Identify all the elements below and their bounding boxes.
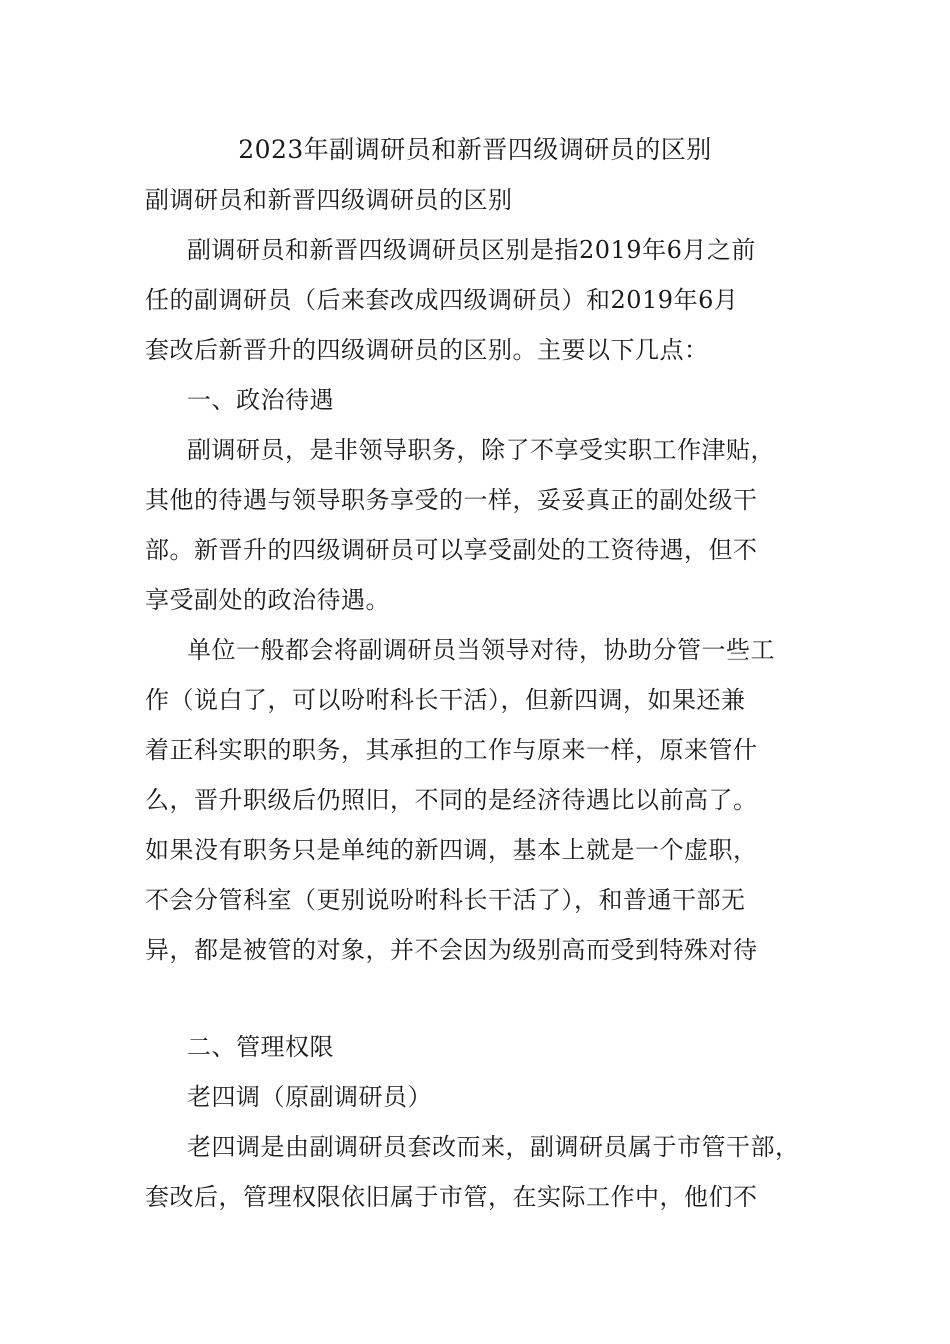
body-line: 享受副处的政治待遇。 <box>145 586 390 614</box>
body-line: 套改后新晋升的四级调研员的区别。主要以下几点： <box>145 336 709 364</box>
body-line: 单位一般都会将副调研员当领导对待，协助分管一些工 <box>187 636 775 664</box>
body-line: 副调研员和新晋四级调研员区别是指2019年6月之前 <box>187 236 756 264</box>
document-title: 2023年副调研员和新晋四级调研员的区别 <box>238 135 712 164</box>
section-heading: 一、政治待遇 <box>187 386 334 414</box>
body-line: 不会分管科室（更别说吩咐科长干活了），和普通干部无 <box>145 886 746 914</box>
body-line: 副调研员，是非领导职务，除了不享受实职工作津贴， <box>187 436 775 464</box>
subheading-old <box>145 1072 810 1122</box>
body-line: 异，都是被管的对象，并不会因为级别高而受到特殊对待 <box>145 936 758 964</box>
subtitle-line: 副调研员和新晋四级调研员的区别 <box>145 186 513 214</box>
body-line: 套改后，管理权限依旧属于市管，在实际工作中，他们不 <box>145 1183 758 1211</box>
body-line: 其他的待遇与领导职务享受的一样，妥妥真正的副处级干 <box>145 486 758 514</box>
body-line: 部。新晋升的四级调研员可以享受副处的工资待遇，但不 <box>145 536 758 564</box>
document-body <box>145 175 810 225</box>
body-line: 么，晋升职级后仍照旧，不同的是经济待遇比以前高了。 <box>145 786 758 814</box>
body-line: 着正科实职的职务，其承担的工作与原来一样，原来管什 <box>145 736 758 764</box>
section-heading: 二、管理权限 <box>187 1033 334 1061</box>
section-heading-political <box>145 375 810 425</box>
section-heading-management <box>145 1022 810 1072</box>
subheading: 老四调（原副调研员） <box>187 1083 432 1111</box>
paragraph-political-2 <box>145 625 810 975</box>
body-line: 任的副调研员（后来套改成四级调研员）和2019年6月 <box>145 286 739 314</box>
paragraph-intro <box>145 225 810 375</box>
body-line: 如果没有职务只是单纯的新四调，基本上就是一个虚职， <box>145 836 758 864</box>
body-line: 老四调是由副调研员套改而来，副调研员属于市管干部， <box>187 1133 800 1161</box>
body-line: 作（说白了，可以吩咐科长干活），但新四调，如果还兼 <box>145 686 746 714</box>
paragraph-management-1 <box>145 1122 810 1222</box>
paragraph-political-1 <box>145 425 810 625</box>
